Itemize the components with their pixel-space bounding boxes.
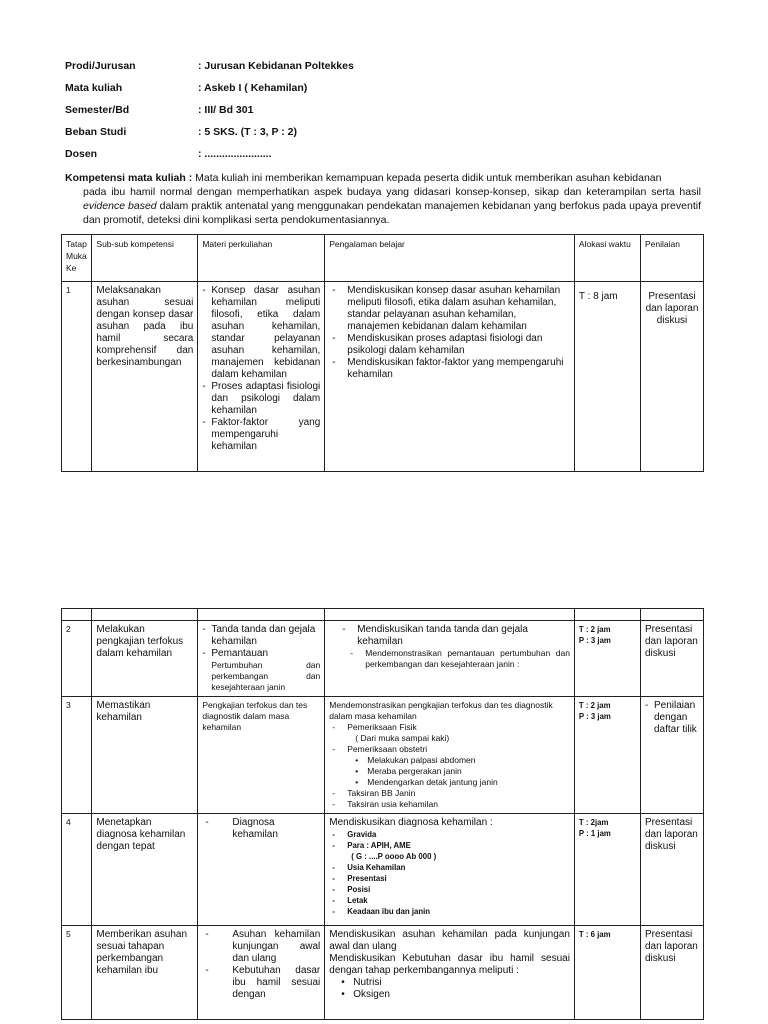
materi-item: - Proses adaptasi fisiologi dan psikologi dalam kehamilan xyxy=(202,381,320,417)
sub-kompetensi-cell: Melaksanakan asuhan sesuai dengan konsep dasar asuhan pada ibu hamil secara komprehensif dan berkesinambungan xyxy=(92,282,198,472)
alokasi-cell xyxy=(574,697,640,814)
syllabus-table-1 xyxy=(61,234,704,472)
dosen-value: : ....................... xyxy=(198,148,272,160)
materi-item: - Diagnosa kehamilan xyxy=(202,817,320,841)
taksiran-item: - Taksiran BB Janin xyxy=(329,788,570,799)
pengalaman-item: - Mendemonstrasikan pemantauan pertumbuhan dan perkembangan dan kesejahteraan janin : xyxy=(347,648,570,670)
pengalaman-item: - Mendiskusikan proses adaptasi fisiologi dan psikologi dalam kehamilan xyxy=(329,333,570,357)
diagnosa-item: - Posisi xyxy=(329,884,570,895)
pengalaman-item: - Mendiskusikan tanda tanda dan gejala kehamilan xyxy=(339,624,570,648)
taksiran-item: - Taksiran usia kehamilan xyxy=(329,799,570,810)
pengalaman-cell xyxy=(325,697,575,814)
pemeriksaan-fisik: - Pemeriksaan Fisik xyxy=(329,722,570,733)
pengalaman-cell xyxy=(325,282,575,472)
waktu-teori: T : 2 jam xyxy=(578,625,611,634)
pemeriksaan-obstetri: - Pemeriksaan obstetri xyxy=(329,744,570,755)
pengalaman-item: - Mendiskusikan konsep dasar asuhan kehamilan meliputi filosofi, etika dalam asuhan kehamilan, standar pelayanan asuhan kehamilan, manajemen kebidanan dalam kehamilan xyxy=(329,285,570,333)
materi-item: - Konsep dasar asuhan kehamilan meliputi filosofi, etika dalam asuhan kehamilan, standar pelayanan asuhan kehamilan, manajemen kebidanan dalam kehamilan xyxy=(202,285,320,381)
header-penilaian: Penilaian xyxy=(641,235,704,282)
prodi-label: Prodi/Jurusan xyxy=(65,60,136,72)
table-header-row xyxy=(62,235,704,282)
matakuliah-label: Mata kuliah xyxy=(65,82,123,94)
sub-kompetensi-cell: Melakukan pengkajian terfokus dalam kehamilan xyxy=(92,621,198,697)
penilaian-cell: Presentasi dan laporan diskusi xyxy=(641,814,704,926)
pemeriksaan-fisik-note: ( Dari muka sampai kaki) xyxy=(355,733,450,743)
kompetensi-text-1: Mata kuliah ini memberikan kemampuan kepada peserta didik untuk memberikan asuhan kebidanan xyxy=(192,172,662,184)
header-row-beban xyxy=(65,126,705,148)
materi-cell xyxy=(198,621,325,697)
waktu-praktik: P : 3 jam xyxy=(578,636,611,645)
penilaian-cell: Presentasi dan laporan diskusi xyxy=(641,282,704,472)
materi-item: - Tanda tanda dan gejala kehamilan xyxy=(202,624,320,648)
pengalaman-cell xyxy=(325,814,575,926)
alokasi-cell xyxy=(574,621,640,697)
penilaian-cell xyxy=(641,697,704,814)
waktu-teori: T : 2 jam xyxy=(578,701,611,710)
row-number: 1 xyxy=(62,282,92,472)
materi-item: - Faktor-faktor yang mempengaruhi kehamilan xyxy=(202,417,320,453)
matakuliah-value: : Askeb I ( Kehamilan) xyxy=(198,82,308,94)
materi-item: - Asuhan kehamilan kunjungan awal dan ulang xyxy=(202,929,320,965)
pengalaman-intro: Mendiskusikan diagnosa kehamilan : xyxy=(329,817,493,828)
alokasi-cell xyxy=(574,814,640,926)
header-row-semester xyxy=(65,104,705,126)
obstetri-item: • Meraba pergerakan janin xyxy=(355,766,570,777)
header-row-prodi xyxy=(65,60,705,82)
sub-kompetensi-cell: Memberikan asuhan sesuai tahapan perkembangan kehamilan ibu xyxy=(92,926,198,1020)
beban-value: : 5 SKS. (T : 3, P : 2) xyxy=(198,126,297,138)
waktu-teori: T : 6 jam xyxy=(578,930,611,939)
header-pengalaman: Pengalaman belajar xyxy=(325,235,575,282)
table-blank-row xyxy=(62,609,704,621)
header-alokasi: Alokasi waktu xyxy=(574,235,640,282)
table-row xyxy=(62,697,704,814)
header-materi: Materi perkuliahan xyxy=(198,235,325,282)
obstetri-item: • Melakukan palpasi abdomen xyxy=(355,755,570,766)
diagnosa-item: - Gravida xyxy=(329,829,570,840)
materi-cell: Pengkajian terfokus dan tes diagnostik dalam masa kehamilan xyxy=(198,697,325,814)
course-header xyxy=(65,60,705,170)
alokasi-cell: T : 8 jam xyxy=(574,282,640,472)
kompetensi-text-2: pada ibu hamil normal dengan memperhatikan aspek budaya yang didasari konsep-konsep, sikap dan keterampilan serta hasil xyxy=(83,186,701,198)
sub-kompetensi-cell: Memastikan kehamilan xyxy=(92,697,198,814)
semester-label: Semester/Bd xyxy=(65,104,130,116)
table-row xyxy=(62,926,704,1020)
materi-item: - Kebutuhan dasar ibu hamil sesuai dengan xyxy=(202,965,320,1001)
alokasi-cell xyxy=(574,926,640,1020)
kompetensi-text-4: preventif dan promotif, deteksi dini komplikasi serta pendokumentasiannya. xyxy=(83,200,701,226)
materi-subtext: Pertumbuhan dan perkembangan dan kesejahteraan janin xyxy=(211,660,321,692)
pengalaman-cell xyxy=(325,621,575,697)
kompetensi-text-3: dalam praktik antenatal yang menggunakan pendekatan manajemen kebidanan yang berfokus pada upaya xyxy=(156,200,658,212)
penilaian-cell: Presentasi dan laporan diskusi xyxy=(641,621,704,697)
pengalaman-text: Mendiskusikan Kebutuhan dasar ibu hamil sesuai dengan tahap perkembangannya meliputi : xyxy=(329,953,570,976)
kompetensi-italic: evidence based xyxy=(83,200,157,212)
pengalaman-cell xyxy=(325,926,575,1020)
materi-item: - Pemantauan xyxy=(202,648,320,660)
pengalaman-text: Mendiskusikan asuhan kehamilan pada kunjungan awal dan ulang xyxy=(329,929,570,952)
row-number: 2 xyxy=(62,621,92,697)
penilaian-cell: Presentasi dan laporan diskusi xyxy=(641,926,704,1020)
diagnosa-item: - Para : APIH, AME xyxy=(329,840,570,851)
kebutuhan-item: • Oksigen xyxy=(341,989,570,1001)
row-number: 5 xyxy=(62,926,92,1020)
penilaian-item: - Penilaian dengan daftar tilik xyxy=(645,700,699,736)
dosen-label: Dosen xyxy=(65,148,98,160)
sub-kompetensi-cell: Menetapkan diagnosa kehamilan dengan tepat xyxy=(92,814,198,926)
diagnosa-item: - Usia Kehamilan xyxy=(329,862,570,873)
table-row xyxy=(62,282,704,472)
prodi-value: : Jurusan Kebidanan Poltekkes xyxy=(198,60,354,72)
diagnosa-note: ( G : ....P oooo Ab 000 ) xyxy=(351,852,437,861)
beban-label: Beban Studi xyxy=(65,126,127,138)
diagnosa-item: - Keadaan ibu dan janin xyxy=(329,906,570,917)
table-row xyxy=(62,814,704,926)
semester-value: : III/ Bd 301 xyxy=(198,104,254,116)
syllabus-table-2 xyxy=(61,608,704,1020)
table-row xyxy=(62,621,704,697)
waktu-teori: T : 2jam xyxy=(578,818,609,827)
row-number: 3 xyxy=(62,697,92,814)
materi-cell xyxy=(198,282,325,472)
pengalaman-intro: Mendemonstrasikan pengkajian terfokus dan tes diagnostik dalam masa kehamilan xyxy=(329,700,553,721)
materi-cell xyxy=(198,926,325,1020)
waktu-praktik: P : 3 jam xyxy=(578,712,611,721)
header-tatap-muka: Tatap Muka Ke xyxy=(62,235,92,282)
materi-cell xyxy=(198,814,325,926)
row-number: 4 xyxy=(62,814,92,926)
header-sub-kompetensi: Sub-sub kompetensi xyxy=(92,235,198,282)
diagnosa-item: - Letak xyxy=(329,895,570,906)
diagnosa-item: - Presentasi xyxy=(329,873,570,884)
header-row-matakuliah xyxy=(65,82,705,104)
waktu-praktik: P : 1 jam xyxy=(578,829,611,838)
header-row-dosen xyxy=(65,148,705,170)
kebutuhan-item: • Nutrisi xyxy=(341,977,570,989)
kompetensi-label: Kompetensi mata kuliah : xyxy=(65,172,193,184)
kompetensi-paragraph xyxy=(65,171,701,227)
obstetri-item: • Mendengarkan detak jantung janin xyxy=(355,777,570,788)
pengalaman-item: - Mendiskusikan faktor-faktor yang mempengaruhi kehamilan xyxy=(329,357,570,381)
